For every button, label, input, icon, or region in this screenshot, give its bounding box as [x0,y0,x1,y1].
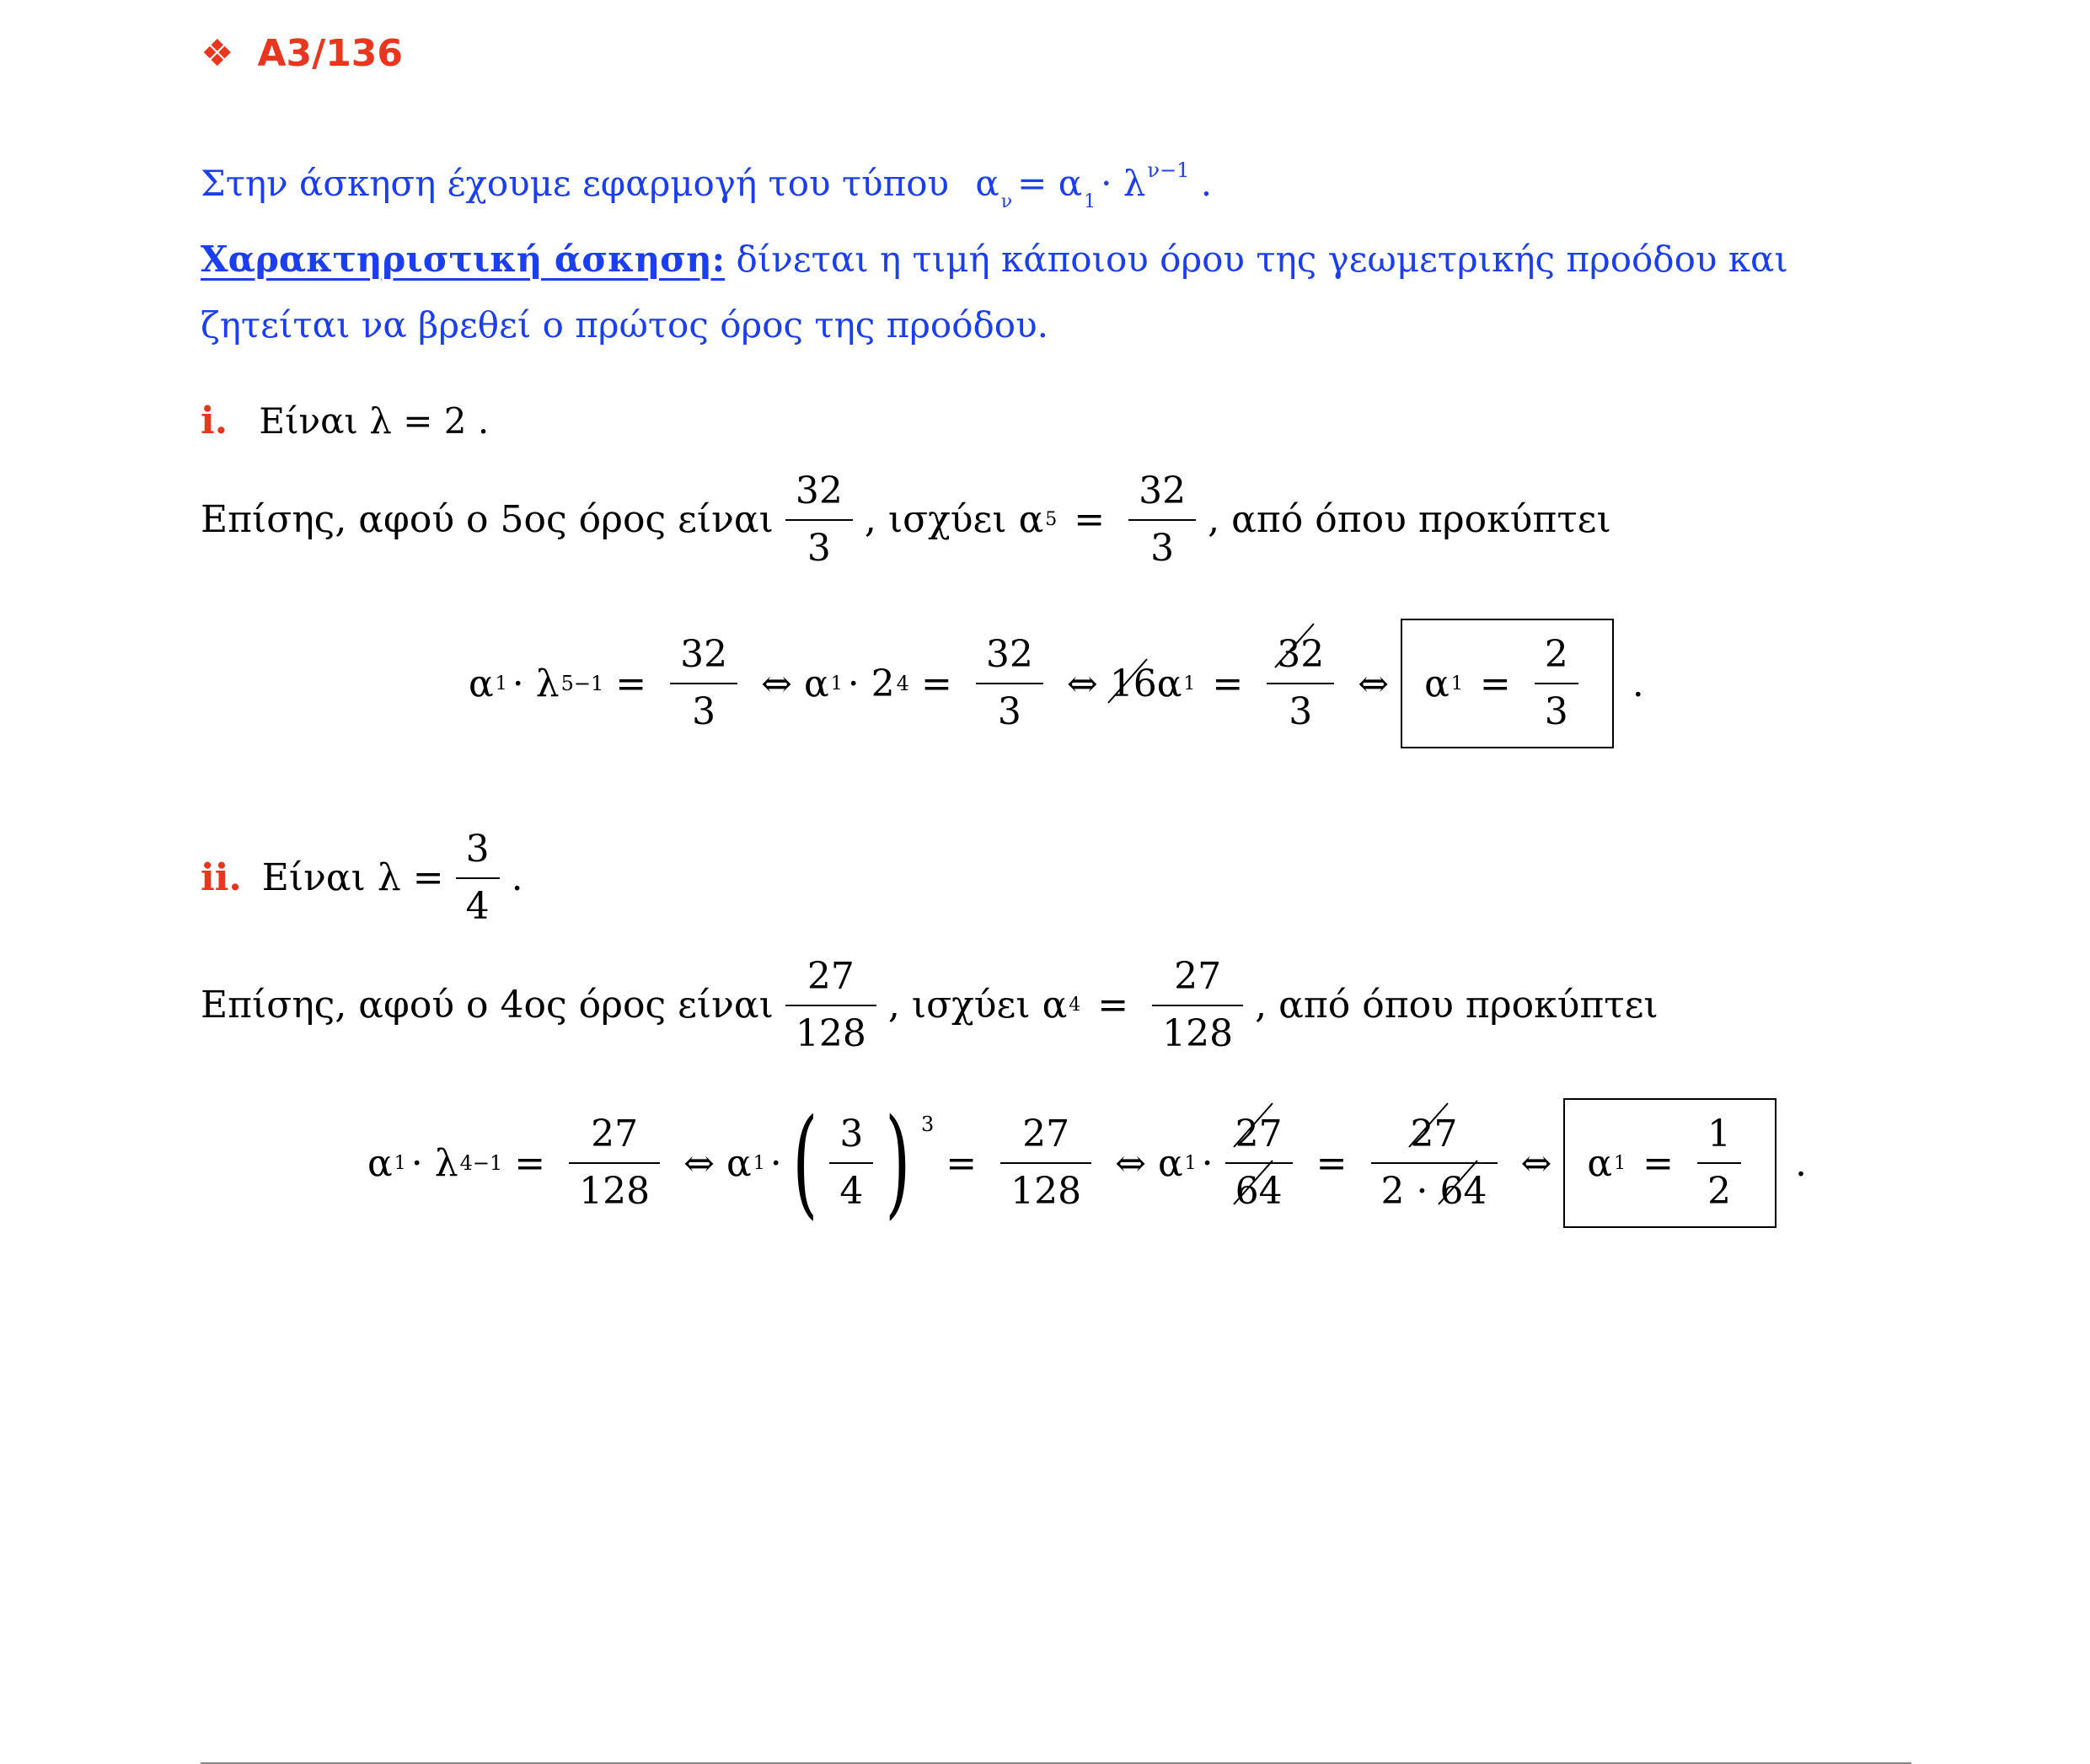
characteristic-line-1 [201,234,1788,285]
characteristic-label: Χαρακτηριστική άσκηση: [201,239,726,280]
part-ii-sentence: Επίσης, αφού ο 4ος όρος είναι $\frac{27}{128}$ , ισχύει α 4 = $\frac{27}{128}$ , από όπου προκύπτει [201,951,1659,1060]
part-ii-label: ii. [201,856,242,899]
part-i-given [201,396,489,447]
characteristic-text-1: δίνεται η τιμή κάποιου όρου της γεωμετρικής προόδου και [736,239,1788,280]
intro-line [201,145,1212,228]
part-ii-eq-frac-3: $\frac{27}{64}$ [1225,1107,1293,1220]
exercise-title [201,32,403,75]
part-i-sentence-mid: , ισχύει α [864,498,1044,541]
part-ii-paren-group: ( $\frac{3}{4}$ ) 3 [791,1094,935,1231]
part-ii-frac-fourth-term: $\frac{27}{128}$ [785,949,876,1062]
part-i-eq-frac-2: $\frac{32}{3}$ [976,627,1043,740]
characteristic-text-2: ζητείται να βρεθεί ο πρώτος όρος της προόδου. [201,304,1048,346]
diamond-bullet-icon: ❖ [201,32,234,75]
part-i-label: i. [201,399,228,442]
intro-formula: $\alpha_\nu = \alpha_1 \cdot \lambda^{\nu-1}$ . [975,158,1213,212]
exercise-title-text: A3/136 [257,32,404,75]
part-ii-given: ii. Είναι λ = $\frac{3}{4}$ . [201,819,523,937]
part-i-equation: α 1 · λ 5−1 = $\frac{32}{3}$ ⇔ α 1 · 2 4 = $\frac{32}{3}$ ⇔ 16 α 1 = $\frac{32}{3}$ ⇔ α 1 = $\frac{2}{3}$ . [469,620,1644,747]
part-i-answer-frac: $\frac{2}{3}$ [1535,627,1578,740]
part-ii-sentence-mid: , ισχύει α [887,984,1068,1027]
part-ii-eq-frac-4: $\frac{27}{2 \cdot 64}$ [1371,1107,1498,1220]
part-ii-eq-frac-2: $\frac{27}{128}$ [1000,1107,1091,1220]
part-ii-eq-frac-1: $\frac{27}{128}$ [569,1107,660,1220]
part-ii-sentence-post: , από όπου προκύπτει [1255,984,1659,1027]
part-ii-frac-a4: $\frac{27}{128}$ [1152,949,1243,1062]
part-ii-answer-frac: $\frac{1}{2}$ [1697,1107,1741,1220]
part-i-answer-box: α 1 = $\frac{2}{3}$ [1401,619,1614,748]
part-i-sentence-post: , από όπου προκύπτει [1208,498,1611,541]
part-ii-answer-box: α 1 = $\frac{1}{2}$ [1563,1098,1776,1228]
part-i-struck-16: 16 [1110,662,1157,705]
part-ii-equation: α 1 · λ 4−1 = $\frac{27}{128}$ ⇔ α 1 · ( $\frac{3}{4}$ ) 3 = $\frac{27}{128}$ ⇔ α 1 · $\frac{27}{64}$ = $\frac{27}{2 \cdot 64}$ ⇔ α 1 = $\frac{1}{2}$ . [367,1094,1807,1231]
part-i-sentence: Επίσης, αφού ο 5ος όρος είναι $\frac{32}{3}$ , ισχύει α 5 = $\frac{32}{3}$ , από όπου προκύπτει [201,465,1611,575]
part-i-frac-a5: $\frac{32}{3}$ [1128,464,1196,576]
characteristic-line-2 [201,300,1048,351]
part-i-eq-frac-3: $\frac{32}{3}$ [1267,627,1334,740]
part-ii-sentence-pre: Επίσης, αφού ο 4ος όρος είναι [201,984,774,1027]
part-i-eq-frac-1: $\frac{32}{3}$ [670,627,737,740]
part-i-sentence-pre: Επίσης, αφού ο 5ος όρος είναι [201,498,774,541]
part-ii-lambda-frac: $\frac{3}{4}$ [456,822,500,935]
part-i-frac-fifth-term: $\frac{32}{3}$ [785,464,853,576]
part-i-given-text: Είναι λ = 2 . [259,400,490,442]
intro-text: Στην άσκηση έχουμε εφαρμογή του τύπου [201,163,950,204]
